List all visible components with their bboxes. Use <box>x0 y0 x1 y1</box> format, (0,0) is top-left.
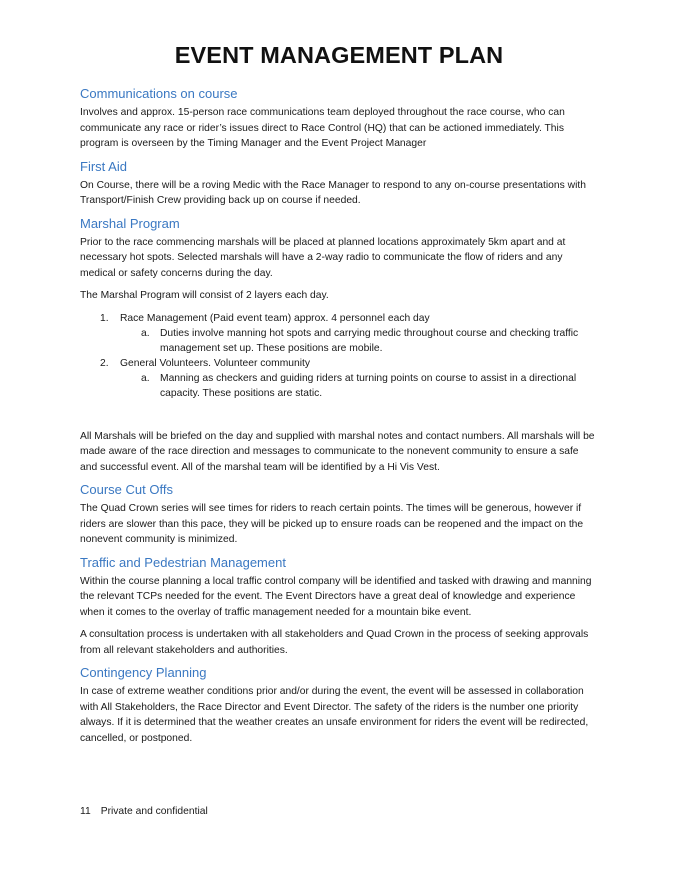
section-first-aid <box>80 159 598 209</box>
paragraph: A consultation process is undertaken with all stakeholders and Quad Crown in the process of seeking approvals from all relevant stakeholders and authorities. <box>80 629 589 656</box>
spacer <box>80 405 598 429</box>
list-item-text: Race Management (Paid event team) approx. 4 personnel each day <box>120 312 430 324</box>
document-title: EVENT MANAGEMENT PLAN <box>174 42 504 68</box>
section-communications <box>80 86 598 152</box>
list-number: 2. <box>100 357 109 369</box>
list-letter: a. <box>141 372 150 384</box>
section-heading: Communications on course <box>80 86 238 101</box>
section-heading: First Aid <box>80 158 127 174</box>
section-contingency-planning <box>80 665 598 746</box>
section-marshal-program <box>80 216 598 476</box>
list-item-text: General Volunteers. Volunteer community <box>120 357 311 369</box>
paragraph: Involves and approx. 15-person race communications team deployed throughout the race course, who can communicate any race or rider’s issues direct to Race Control (HQ) that can be actioned immediately. This program is overseen by the Timing Manager and the Event Project Manager <box>80 107 565 149</box>
paragraph: In case of extreme weather conditions prior and/or during the event, the event will be assessed in collaboration with All Stakeholders, the Race Director and Event Director. The safety of the riders is the number one priority always. If it is determined that the weather creates an unsafe environment for riders the event will be redirected, cancelled, or postponed. <box>80 686 589 744</box>
page-number: 11 <box>80 806 91 817</box>
paragraph: The Marshal Program will consist of 2 layers each day. <box>80 290 329 301</box>
paragraph: Within the course planning a local traffic control company will be identified and tasked with drawing and manning the relevant TCPs needed for the event. The Event Directors have a great deal of knowledge and experience when it comes to the overlay of traffic management needed for a mountain bike event. <box>80 575 592 618</box>
page-footer <box>80 806 208 817</box>
list-item <box>80 356 598 371</box>
section-traffic-management <box>80 555 598 659</box>
sub-list-item-text: Manning as checkers and guiding riders at turning points on course to assist in a directional capacity. These positions are static. <box>160 372 577 399</box>
document-page <box>80 42 598 753</box>
sub-list-item <box>80 371 598 401</box>
sub-list-item-text: Duties involve manning hot spots and carrying medic throughout course and checking traffic management set up. These positions are mobile. <box>160 327 579 354</box>
paragraph: The Quad Crown series will see times for riders to reach certain points. The times will be generous, however if riders are slower than this pace, they will be picked up to ensure roads can be reopened and the impact on the nonevent community is minimized. <box>80 503 584 545</box>
section-heading: Contingency Planning <box>80 665 207 680</box>
list-letter: a. <box>141 327 150 339</box>
paragraph: All Marshals will be briefed on the day and supplied with marshal notes and contact numbers. All marshals will be made aware of the race direction and messages to communicate to the nonevent community to ensure a safe and successful event. All of the marshal team will be identified by a Hi Vis Vest. <box>80 430 595 473</box>
paragraph: Prior to the race commencing marshals will be placed at planned locations approximately 5km apart and at necessary hot spots. Selected marshals will have a 2-way radio to communicate the flow of riders and any medical or safety concerns during the day. <box>80 236 566 279</box>
section-heading: Traffic and Pedestrian Management <box>80 554 286 570</box>
list-item <box>80 311 598 326</box>
numbered-list <box>80 311 598 401</box>
footer-label: Private and confidential <box>100 806 208 817</box>
list-number: 1. <box>100 312 109 324</box>
sub-list-item <box>80 326 598 356</box>
section-heading: Marshal Program <box>80 215 180 231</box>
section-heading: Course Cut Offs <box>80 482 173 497</box>
section-course-cut-offs <box>80 482 598 548</box>
paragraph: On Course, there will be a roving Medic with the Race Manager to respond to any on-course presentations with Transport/Finish Crew providing back up on course if needed. <box>80 179 586 206</box>
